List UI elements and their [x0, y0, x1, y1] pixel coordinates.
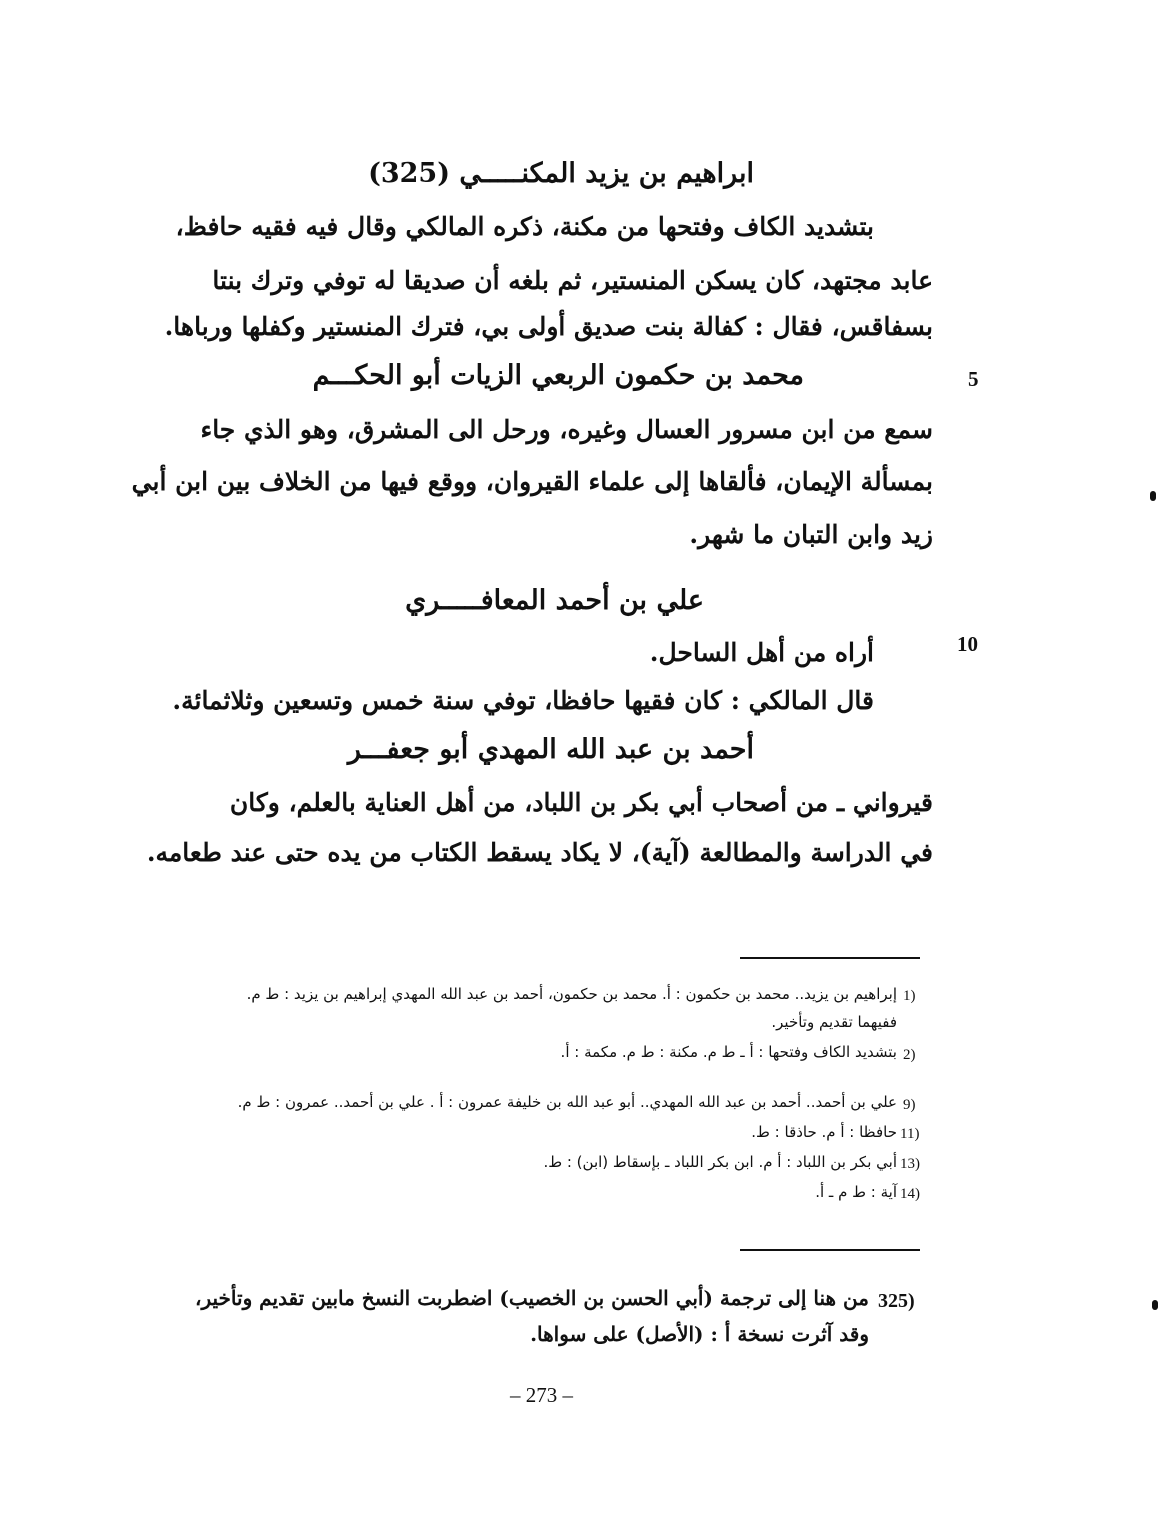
- page-number: – 273 –: [510, 1383, 573, 1407]
- scan-speck: [1152, 1300, 1158, 1310]
- footnote-text: أبي بكر بن اللباد : أ م. ابن بكر اللباد ـ بإسقاط (ابن) : ط.: [543, 1153, 897, 1171]
- entry-heading-ibrahim: ابراهيم بن يزيد المكنـــــي (325): [368, 158, 754, 189]
- editor-note-number: 325): [878, 1290, 915, 1312]
- footnote-text: علي بن أحمد.. أحمد بن عبد الله المهدي.. أبو عبد الله بن خليفة عمرون : أ . علي بن أحمد.. عمرون : ط م.: [237, 1093, 897, 1111]
- footnote-number: 13): [900, 1156, 920, 1172]
- entry-text-line: سمع من ابن مسرور العسال وغيره، ورحل الى المشرق، وهو الذي جاء: [200, 415, 933, 444]
- entry-heading-ali: علي بن أحمد المعافـــــري: [405, 585, 704, 616]
- entry-heading-ahmad: أحمد بن عبد الله المهدي أبو جعفـــر: [347, 734, 754, 765]
- editor-note-text: وقد آثرت نسخة أ : (الأصل) على سواها.: [530, 1322, 869, 1346]
- footnote-text: إبراهيم بن يزيد.. محمد بن حكمون : أ. محمد بن حكمون، أحمد بن عبد الله المهدي إبراهيم بن يزيد : ط م.: [246, 985, 897, 1003]
- entry-text-line: قال المالكي : كان فقيها حافظا، توفي سنة خمس وتسعين وثلاثمائة.: [172, 686, 874, 715]
- entry-text-line: في الدراسة والمطالعة (آية)، لا يكاد يسقط الكتاب من يده حتى عند طعامه.: [146, 838, 933, 867]
- footnote-number: 14): [900, 1186, 920, 1202]
- editor-note-text: من هنا إلى ترجمة (أبي الحسن بن الخصيب) اضطربت النسخ مابين تقديم وتأخير،: [195, 1286, 869, 1310]
- line-number-5: 5: [968, 367, 979, 391]
- footnote-text: ففيهما تقديم وتأخير.: [771, 1013, 897, 1031]
- entry-text-line: زيد وابن التبان ما شهر.: [689, 520, 933, 549]
- footnote-number: 9): [903, 1097, 916, 1113]
- entry-text-line: بمسألة الإيمان، فألقاها إلى علماء القيروان، ووقع فيها من الخلاف بين ابن أبي: [131, 467, 933, 496]
- entry-heading-muhammad: محمد بن حكمون الربعي الزيات أبو الحكـــم: [312, 360, 804, 391]
- entry-text-line: عابد مجتهد، كان يسكن المنستير، ثم بلغه أن صديقا له توفي وترك بنتا: [212, 266, 933, 295]
- scan-speck: [1150, 491, 1156, 501]
- footnote-number: 1): [903, 988, 916, 1004]
- footnote-text: بتشديد الكاف وفتحها : أ ـ ط م. مكنة : ط م. مكمة : أ.: [560, 1043, 897, 1061]
- footnote-text: حافظا : أ م. حاذقا : ط.: [751, 1123, 897, 1141]
- entry-text-line: بسفاقس، فقال : كفالة بنت صديق أولى بي، فترك المنستير وكفلها ورباها.: [164, 312, 933, 341]
- entry-text-line: قيرواني ـ من أصحاب أبي بكر بن اللباد، من أهل العناية بالعلم، وكان: [229, 788, 933, 817]
- footnote-number: 2): [903, 1047, 916, 1063]
- entry-text-line: أراه من أهل الساحل.: [649, 638, 874, 667]
- entry-text-line: بتشديد الكاف وفتحها من مكنة، ذكره المالكي وقال فيه فقيه حافظ،: [175, 212, 874, 241]
- footnote-number: 11): [900, 1126, 920, 1142]
- footnote-separator: [740, 957, 920, 959]
- editor-note-separator: [740, 1249, 920, 1251]
- line-number-10: 10: [957, 632, 978, 656]
- footnote-text: آية : ط م ـ أ.: [815, 1183, 897, 1201]
